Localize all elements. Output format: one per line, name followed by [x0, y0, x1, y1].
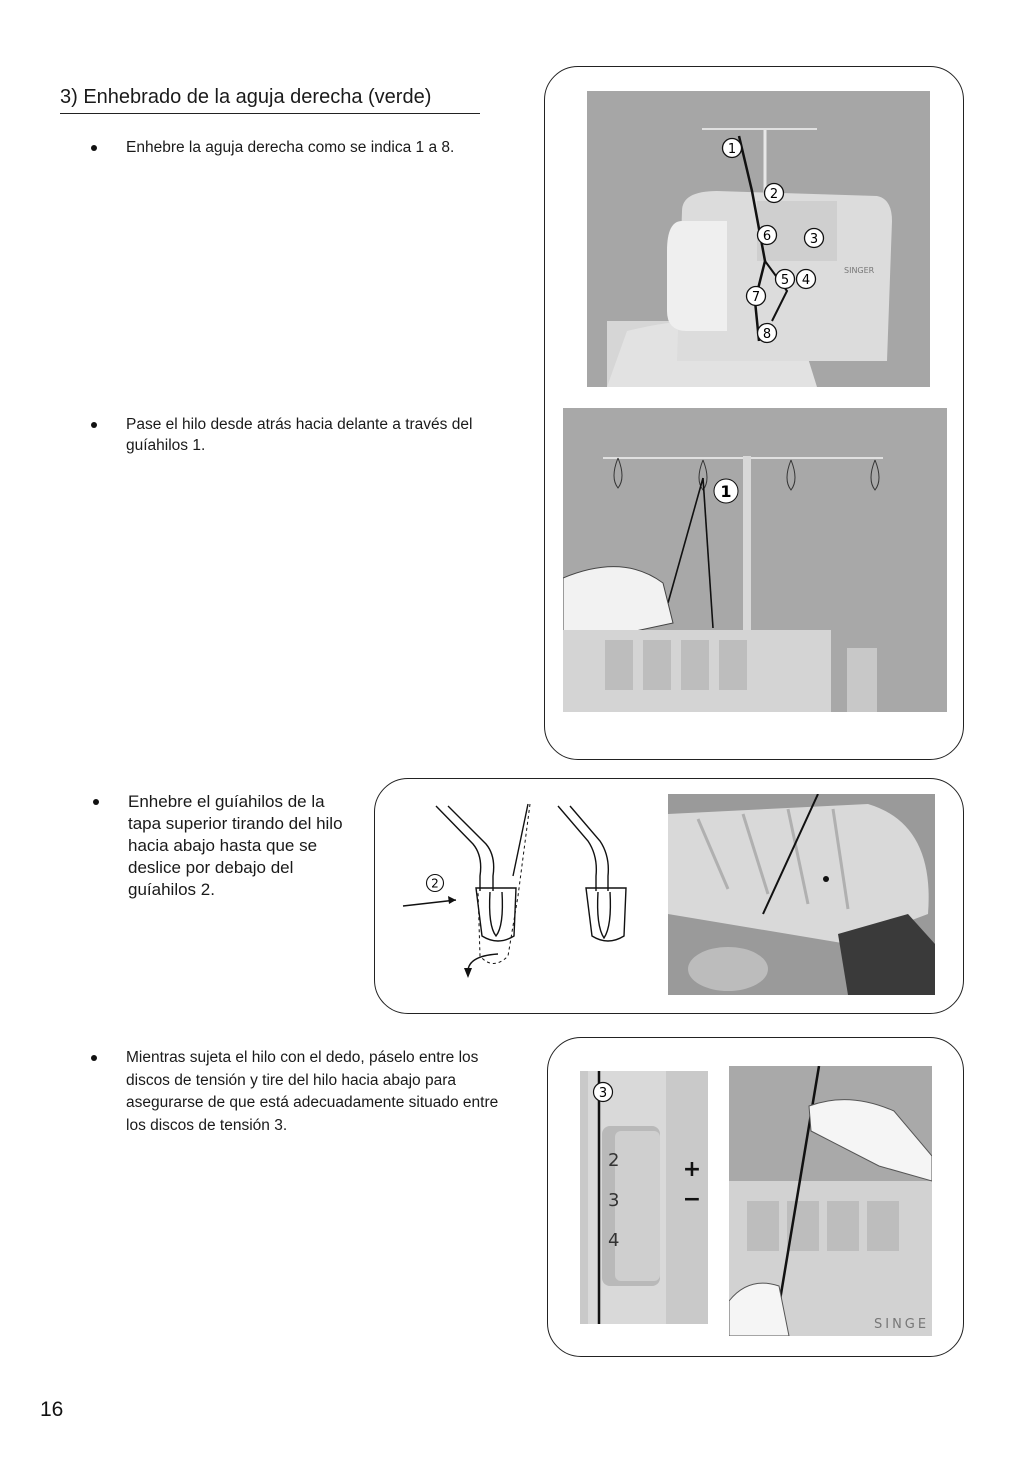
callout-1-label: 1 — [727, 142, 737, 157]
bullet-dot — [93, 799, 99, 805]
callout-tension-3 — [592, 1081, 614, 1103]
guide-2-line-drawing — [398, 796, 643, 992]
hand-threading-drawing — [729, 1066, 932, 1336]
figure-top-cover-photo — [668, 794, 935, 995]
callout-guide-1-label: 1 — [720, 482, 732, 501]
dial-number-3: 3 — [608, 1190, 620, 1211]
step-3-text: Enhebre el guíahilos de la tapa superior tirando del hilo hacia abajo hasta que se deslice por debajo del guíahilos 2. — [128, 792, 343, 899]
callout-8 — [756, 322, 778, 344]
callout-7 — [745, 285, 767, 307]
callout-6 — [756, 224, 778, 246]
step-2-text: Pase el hilo desde atrás hacia delante a través del guíahilos 1. — [126, 416, 473, 454]
step-2 — [126, 414, 516, 456]
bullet-dot — [91, 145, 97, 151]
callout-3 — [803, 227, 825, 249]
figure-tension-dial — [580, 1071, 708, 1324]
callout-guide-1 — [713, 478, 739, 504]
page-number: 16 — [40, 1398, 64, 1421]
top-cover-drawing — [668, 794, 935, 995]
callout-guide-2 — [425, 873, 445, 893]
callout-guide-2-label: 2 — [431, 876, 439, 891]
callout-5 — [774, 268, 796, 290]
dial-plus-sign: + — [682, 1157, 702, 1182]
callout-7-label: 7 — [751, 290, 761, 305]
figure-guide-2-diagram — [398, 796, 643, 992]
step-4 — [126, 1047, 516, 1137]
bullet-dot — [91, 422, 97, 428]
callout-1 — [721, 137, 743, 159]
step-1 — [126, 137, 526, 158]
step-1-text: Enhebre la aguja derecha como se indica 1 a 8. — [126, 139, 455, 156]
tension-dial-drawing — [580, 1071, 708, 1324]
machine-brand-partial: SINGE — [874, 1317, 930, 1332]
section-title: 3) Enhebrado de la aguja derecha (verde) — [60, 86, 480, 114]
callout-3-label: 3 — [809, 232, 819, 247]
callout-5-label: 5 — [780, 273, 790, 288]
dial-minus-sign: − — [682, 1187, 702, 1212]
callout-4 — [795, 268, 817, 290]
callout-6-label: 6 — [762, 229, 772, 244]
step-4-text: Mientras sujeta el hilo con el dedo, páselo entre los discos de tensión y tire del hilo hacia abajo para asegurarse de que está adecuadamente situado entre los discos de tensión 3. — [126, 1049, 499, 1134]
figure-thread-guide — [563, 408, 947, 712]
thread-guide-drawing — [563, 408, 947, 712]
bullet-dot — [91, 1055, 97, 1061]
machine-brand: SINGER — [844, 266, 875, 275]
figure-hand-threading — [729, 1066, 932, 1336]
callout-4-label: 4 — [801, 273, 811, 288]
callout-8-label: 8 — [762, 327, 772, 342]
dial-number-2: 2 — [608, 1150, 620, 1171]
step-3 — [128, 791, 350, 901]
dial-number-4: 4 — [608, 1230, 620, 1251]
callout-2-label: 2 — [769, 187, 779, 202]
callout-2 — [763, 182, 785, 204]
callout-tension-3-label: 3 — [598, 1086, 608, 1101]
